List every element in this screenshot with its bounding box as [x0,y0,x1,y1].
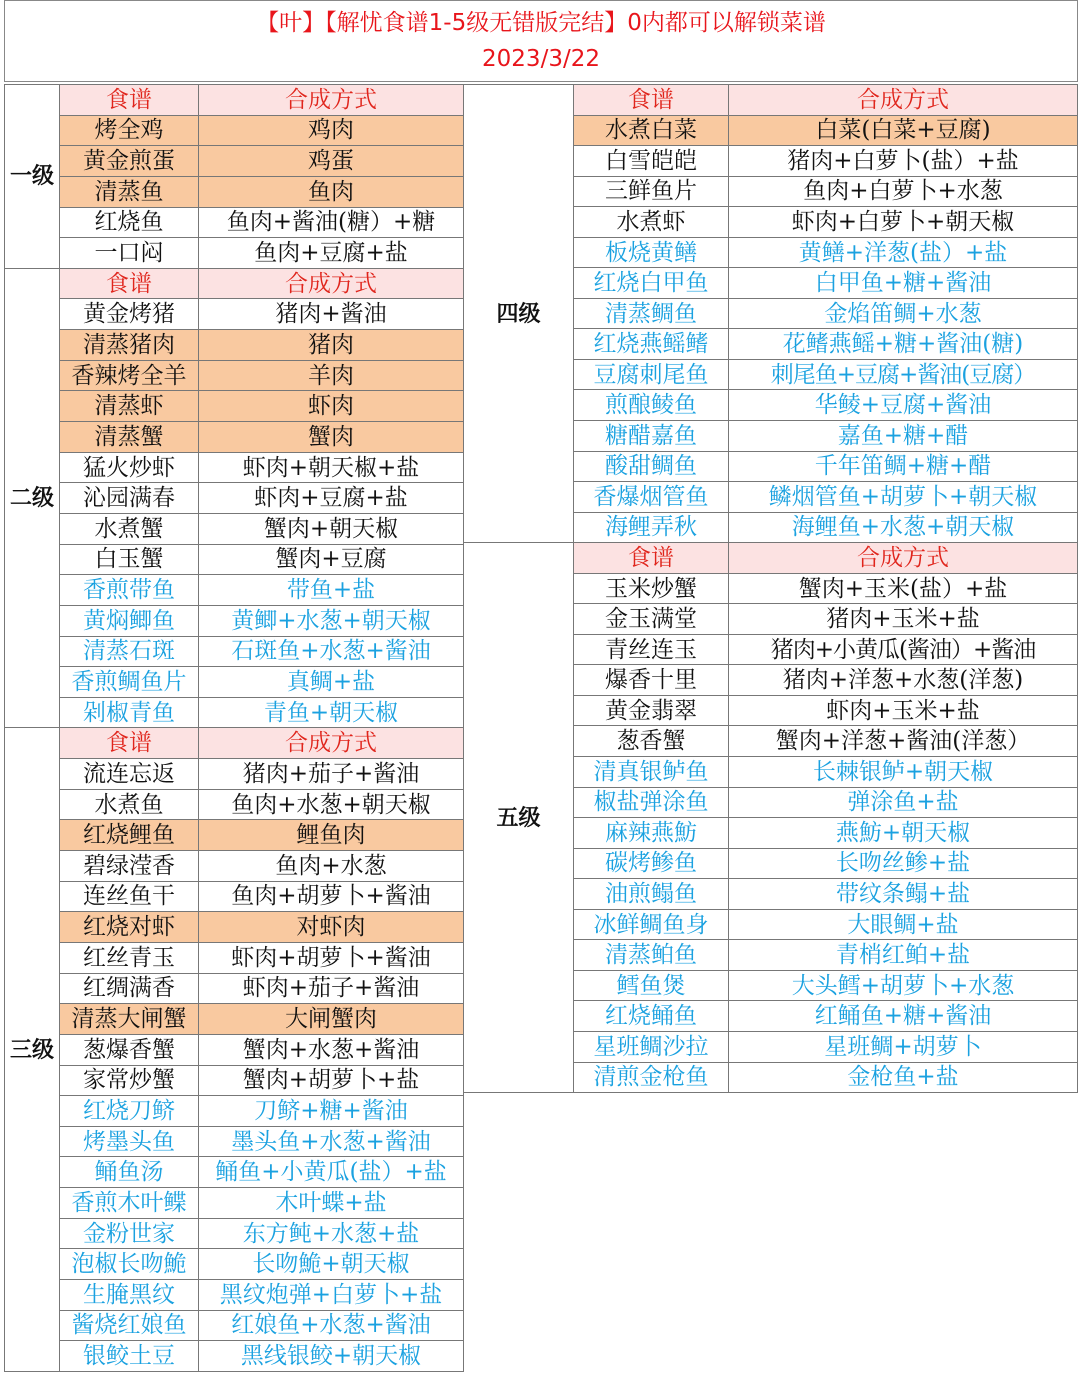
recipe-method-cell: 合成方式 [199,85,464,116]
recipe-method-cell: 大闸蟹肉 [199,1004,464,1035]
date-label: 2023/3/22 [482,46,600,72]
recipe-name-cell: 红烧鲤鱼 [60,820,199,851]
recipe-name-cell: 酸甜鲷鱼 [574,451,729,482]
table-row [5,881,464,912]
recipe-name-cell: 三鲜鱼片 [574,176,729,207]
recipe-method-cell: 带鱼+盐 [199,575,464,606]
recipe-method-cell: 鱼肉 [199,176,464,207]
recipe-method-cell: 金焰笛鲷+水葱 [729,298,1078,329]
recipe-method-cell: 大眼鲷+盐 [729,909,1078,940]
recipe-name-cell: 清蒸鲌鱼 [574,940,729,971]
recipe-name-cell: 连丝鱼干 [60,881,199,912]
recipe-method-cell: 青鱼+朝天椒 [199,697,464,728]
table-row [5,605,464,636]
recipe-name-cell: 红丝青玉 [60,942,199,973]
recipe-name-cell: 糖醋嘉鱼 [574,421,729,452]
table-row [5,1157,464,1188]
recipe-name-cell: 碧绿滢香 [60,851,199,882]
recipe-name-cell: 红烧刀鲚 [60,1096,199,1127]
recipe-method-cell: 鸡肉 [199,115,464,146]
recipe-name-cell: 香爆烟管鱼 [574,482,729,513]
recipe-method-cell: 鲬鱼+小黄瓜(盐）+盐 [199,1157,464,1188]
table-row [5,238,464,269]
recipe-method-cell: 对虾肉 [199,912,464,943]
recipe-method-cell: 虾肉+茄子+酱油 [199,973,464,1004]
right-recipe-table [463,84,1078,1093]
table-row [5,820,464,851]
recipe-method-cell: 墨头鱼+水葱+酱油 [199,1126,464,1157]
table-row [5,483,464,514]
recipe-name-cell: 清真银鲈鱼 [574,757,729,788]
recipe-method-cell: 虾肉+白萝卜+朝天椒 [729,207,1078,238]
table-row [5,391,464,422]
table-row [5,1249,464,1280]
recipe-name-cell: 烤全鸡 [60,115,199,146]
recipe-method-cell: 长吻丝鲹+盐 [729,848,1078,879]
recipe-method-cell: 鱼肉+白萝卜+水葱 [729,176,1078,207]
recipe-method-cell: 黑线银鲛+朝天椒 [199,1341,464,1372]
recipe-method-cell: 鱼肉+胡萝卜+酱油 [199,881,464,912]
table-row [5,207,464,238]
table-row [5,115,464,146]
table-row [5,973,464,1004]
recipe-name-cell: 葱香蟹 [574,726,729,757]
recipe-method-cell: 千年笛鲷+糖+醋 [729,451,1078,482]
recipe-method-cell: 海鲤鱼+水葱+朝天椒 [729,512,1078,543]
recipe-method-cell: 白菜(白菜+豆腐) [729,115,1078,146]
recipe-method-cell: 花鳍燕鳐+糖+酱油(糖) [729,329,1078,360]
recipe-name-cell: 泡椒长吻鮠 [60,1249,199,1280]
recipe-name-cell: 油煎鳎鱼 [574,879,729,910]
table-row [5,636,464,667]
recipe-name-cell: 金粉世家 [60,1218,199,1249]
level-label-l4: 四级 [464,85,574,543]
recipe-method-cell: 白甲鱼+糖+酱油 [729,268,1078,299]
recipe-method-cell: 蟹肉+玉米(盐）+盐 [729,573,1078,604]
table-header-row [464,85,1078,116]
table-header-row [464,543,1078,574]
recipe-name-cell: 清煎金枪鱼 [574,1062,729,1093]
recipe-name-cell: 星班鲷沙拉 [574,1031,729,1062]
recipe-name-cell: 海鲤弄秋 [574,512,729,543]
recipe-method-cell: 合成方式 [199,268,464,299]
recipe-name-cell: 葱爆香蟹 [60,1034,199,1065]
recipe-method-cell: 鱼肉+水葱+朝天椒 [199,789,464,820]
recipe-method-cell: 猪肉+洋葱+水葱(洋葱) [729,665,1078,696]
table-row [5,422,464,453]
recipe-method-cell: 黄鳝+洋葱(盐）+盐 [729,237,1078,268]
recipe-method-cell: 鱼肉+豆腐+盐 [199,238,464,269]
recipe-method-cell: 长吻鮠+朝天椒 [199,1249,464,1280]
recipe-name-cell: 红绸满香 [60,973,199,1004]
recipe-method-cell: 弹涂鱼+盐 [729,787,1078,818]
recipe-name-cell: 清蒸鲷鱼 [574,298,729,329]
recipe-name-cell: 椒盐弹涂鱼 [574,787,729,818]
recipe-method-cell: 合成方式 [729,543,1078,574]
table-row [5,544,464,575]
recipe-name-cell: 猛火炒虾 [60,452,199,483]
recipe-name-cell: 烤墨头鱼 [60,1126,199,1157]
recipe-name-cell: 红烧对虾 [60,912,199,943]
table-row [5,1004,464,1035]
recipe-name-cell: 生腌黑纹 [60,1279,199,1310]
table-row [5,1034,464,1065]
table-header-row [5,268,464,299]
recipe-method-cell: 黄鲫+水葱+朝天椒 [199,605,464,636]
table-row [5,1310,464,1341]
table-row [5,1279,464,1310]
table-row [5,1188,464,1219]
recipe-method-cell: 刀鲚+糖+酱油 [199,1096,464,1127]
recipe-name-cell: 银鲛土豆 [60,1341,199,1372]
recipe-name-cell: 酱烧红娘鱼 [60,1310,199,1341]
recipe-method-cell: 蟹肉 [199,422,464,453]
table-row [5,146,464,177]
recipe-method-cell: 猪肉+酱油 [199,299,464,330]
recipe-name-cell: 剁椒青鱼 [60,697,199,728]
recipe-name-cell: 清蒸虾 [60,391,199,422]
recipe-name-cell: 香煎木叶鲽 [60,1188,199,1219]
recipe-name-cell: 香煎带鱼 [60,575,199,606]
left-recipe-table [4,84,464,1372]
table-row [5,176,464,207]
recipe-name-cell: 水煮鱼 [60,789,199,820]
recipe-name-cell: 碳烤鲹鱼 [574,848,729,879]
level-label-l3: 三级 [5,728,60,1371]
recipe-method-cell: 真鲷+盐 [199,667,464,698]
recipe-method-cell: 猪肉+小黄瓜(酱油）+酱油 [729,634,1078,665]
recipe-name-cell: 香辣烤全羊 [60,360,199,391]
recipe-name-cell: 沁园满春 [60,483,199,514]
table-row [5,575,464,606]
recipe-name-cell: 板烧黄鳝 [574,237,729,268]
recipe-name-cell: 黄金翡翠 [574,695,729,726]
recipe-method-cell: 虾肉+玉米+盐 [729,695,1078,726]
recipe-name-cell: 香煎鲷鱼片 [60,667,199,698]
recipe-name-cell: 麻辣燕魴 [574,818,729,849]
recipe-name-cell: 水煮蟹 [60,513,199,544]
recipe-name-cell: 白雪皑皑 [574,146,729,177]
recipe-name-cell: 爆香十里 [574,665,729,696]
table-row [5,1218,464,1249]
recipe-name-cell: 红烧鲬鱼 [574,1001,729,1032]
recipe-method-cell: 长棘银鲈+朝天椒 [729,757,1078,788]
recipe-name-cell: 红烧燕鳐鳍 [574,329,729,360]
recipe-method-cell: 猪肉 [199,330,464,361]
recipe-method-cell: 羊肉 [199,360,464,391]
recipe-name-cell: 食谱 [574,543,729,574]
recipe-name-cell: 清蒸蟹 [60,422,199,453]
recipe-method-cell: 星班鲷+胡萝卜 [729,1031,1078,1062]
recipe-name-cell: 红烧白甲鱼 [574,268,729,299]
recipe-method-cell: 蟹肉+朝天椒 [199,513,464,544]
recipe-method-cell: 蟹肉+水葱+酱油 [199,1034,464,1065]
recipe-name-cell: 红烧鱼 [60,207,199,238]
recipe-name-cell: 清蒸鱼 [60,176,199,207]
table-row [5,1096,464,1127]
table-row [5,360,464,391]
recipe-method-cell: 虾肉+胡萝卜+酱油 [199,942,464,973]
table-row [5,452,464,483]
recipe-name-cell: 青丝连玉 [574,634,729,665]
table-row [5,1065,464,1096]
recipe-method-cell: 红娘鱼+水葱+酱油 [199,1310,464,1341]
recipe-name-cell: 清蒸大闸蟹 [60,1004,199,1035]
recipe-name-cell: 食谱 [60,728,199,759]
recipe-method-cell: 蟹肉+豆腐 [199,544,464,575]
recipe-name-cell: 鲬鱼汤 [60,1157,199,1188]
recipe-method-cell: 蟹肉+胡萝卜+盐 [199,1065,464,1096]
recipe-method-cell: 猪肉+茄子+酱油 [199,759,464,790]
recipe-method-cell: 猪肉+玉米+盐 [729,604,1078,635]
recipe-name-cell: 鳕鱼煲 [574,970,729,1001]
recipe-method-cell: 带纹条鳎+盐 [729,879,1078,910]
recipe-method-cell: 石斑鱼+水葱+酱油 [199,636,464,667]
table-row [5,759,464,790]
table-row [5,789,464,820]
table-row [5,667,464,698]
recipe-name-cell: 玉米炒蟹 [574,573,729,604]
table-row [5,697,464,728]
recipe-method-cell: 青梢红鲌+盐 [729,940,1078,971]
recipe-method-cell: 猪肉+白萝卜(盐）+盐 [729,146,1078,177]
recipe-method-cell: 蟹肉+洋葱+酱油(洋葱） [729,726,1078,757]
level-label-l1: 一级 [5,85,60,269]
recipe-name-cell: 黄焖鲫鱼 [60,605,199,636]
recipe-name-cell: 冰鲜鲷鱼身 [574,909,729,940]
recipe-name-cell: 清蒸猪肉 [60,330,199,361]
table-row [5,912,464,943]
title-block [4,0,1078,82]
recipe-name-cell: 水煮白菜 [574,115,729,146]
recipe-method-cell: 合成方式 [199,728,464,759]
recipe-method-cell: 虾肉 [199,391,464,422]
table-row [5,1126,464,1157]
table-row [5,299,464,330]
recipe-method-cell: 鲤鱼肉 [199,820,464,851]
recipe-name-cell: 清蒸石斑 [60,636,199,667]
table-row [5,1341,464,1372]
page-title: 【叶】【解忧食谱1-5级无错版完结】0内都可以解锁菜谱 [256,10,826,36]
recipe-name-cell: 豆腐刺尾鱼 [574,359,729,390]
recipe-method-cell: 鱼肉+酱油(糖）+糖 [199,207,464,238]
recipe-method-cell: 东方鲀+水葱+盐 [199,1218,464,1249]
recipe-name-cell: 水煮虾 [574,207,729,238]
recipe-name-cell: 黄金烤猪 [60,299,199,330]
recipe-name-cell: 食谱 [60,85,199,116]
recipe-method-cell: 华鲮+豆腐+酱油 [729,390,1078,421]
table-header-row [5,728,464,759]
recipe-method-cell: 虾肉+朝天椒+盐 [199,452,464,483]
recipe-name-cell: 一口闷 [60,238,199,269]
recipe-name-cell: 金玉满堂 [574,604,729,635]
table-row [5,851,464,882]
recipe-name-cell: 食谱 [574,85,729,116]
recipe-method-cell: 刺尾鱼+豆腐+酱油(豆腐） [729,359,1078,390]
recipe-method-cell: 鱼肉+水葱 [199,851,464,882]
recipe-method-cell: 虾肉+豆腐+盐 [199,483,464,514]
recipe-method-cell: 合成方式 [729,85,1078,116]
recipe-name-cell: 煎酿鲮鱼 [574,390,729,421]
recipe-name-cell: 白玉蟹 [60,544,199,575]
table-row [5,942,464,973]
level-label-l5: 五级 [464,543,574,1093]
recipe-name-cell: 家常炒蟹 [60,1065,199,1096]
recipe-method-cell: 大头鳕+胡萝卜+水葱 [729,970,1078,1001]
level-label-l2: 二级 [5,268,60,728]
recipe-method-cell: 鳞烟管鱼+胡萝卜+朝天椒 [729,482,1078,513]
recipe-name-cell: 黄金煎蛋 [60,146,199,177]
recipe-method-cell: 嘉鱼+糖+醋 [729,421,1078,452]
table-header-row [5,85,464,116]
table-row [5,513,464,544]
recipe-method-cell: 金枪鱼+盐 [729,1062,1078,1093]
recipe-name-cell: 食谱 [60,268,199,299]
recipe-name-cell: 流连忘返 [60,759,199,790]
recipe-method-cell: 木叶蝶+盐 [199,1188,464,1219]
recipe-method-cell: 鸡蛋 [199,146,464,177]
recipe-method-cell: 燕魴+朝天椒 [729,818,1078,849]
recipe-method-cell: 红鲬鱼+糖+酱油 [729,1001,1078,1032]
table-row [5,330,464,361]
recipe-method-cell: 黑纹炮弹+白萝卜+盐 [199,1279,464,1310]
